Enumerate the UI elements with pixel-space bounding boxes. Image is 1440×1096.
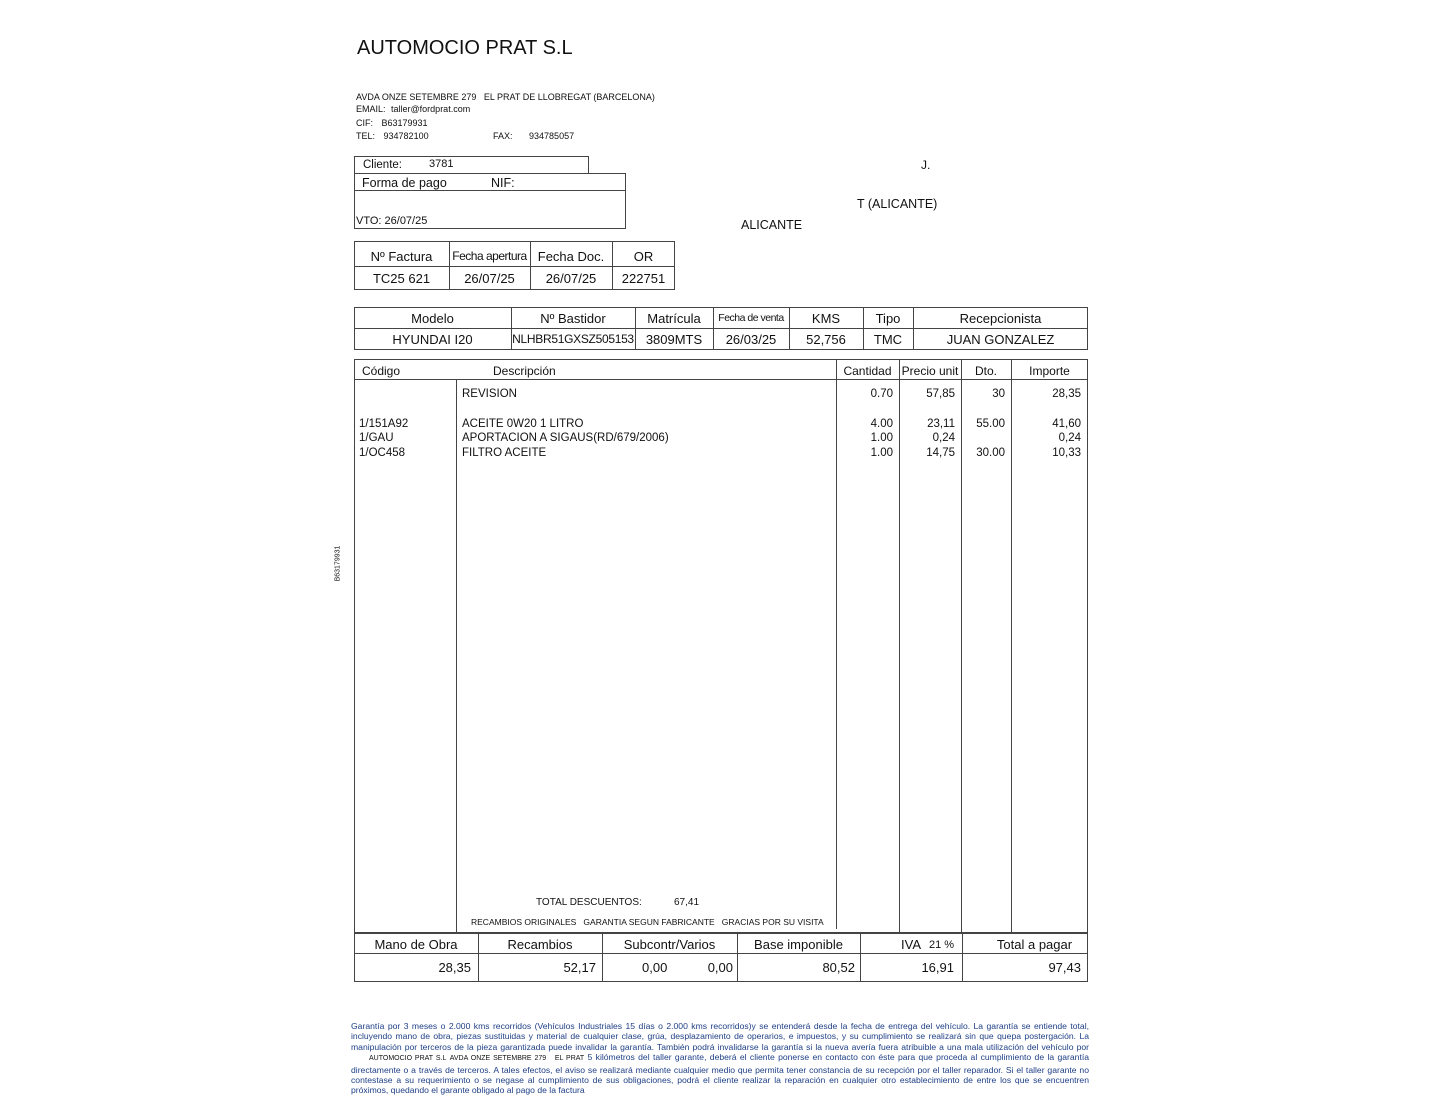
company-cif-line: [356, 118, 428, 128]
totals-base-label: Base imponible: [754, 937, 843, 952]
company-tel-line: [356, 131, 429, 141]
vehicle-header-kms: KMS: [811, 311, 841, 326]
lines-col-sep-2: [836, 359, 837, 929]
company-fax: 934785057: [529, 131, 575, 141]
lines-header-divider: [354, 379, 1088, 380]
lines-header-importe: Importe: [1029, 364, 1070, 378]
line-descripcion: ACEITE 0W20 1 LITRO: [462, 418, 584, 430]
line-cantidad: 1.00: [870, 432, 893, 444]
line-cantidad: 1.00: [870, 447, 893, 459]
forma-pago-label: Forma de pago: [362, 176, 447, 190]
cliente-label: Cliente:: [363, 159, 402, 171]
client-address-line3: ALICANTE: [741, 218, 803, 232]
line-importe: 0,24: [1058, 432, 1081, 444]
lines-col-sep-4: [961, 359, 962, 933]
invoice-fecha-doc: 26/07/25: [545, 271, 597, 286]
email-label: EMAIL:: [356, 104, 386, 114]
totals-total-label: Total a pagar: [996, 937, 1073, 952]
warranty-address: AVDA ONZE SETEMBRE 279 EL PRAT: [449, 1055, 585, 1063]
line-descripcion: APORTACION A SIGAUS(RD/679/2006): [462, 432, 669, 444]
total-descuentos-label: TOTAL DESCUENTOS:: [536, 897, 642, 908]
vehicle-header-modelo: Modelo: [411, 311, 454, 326]
company-name: AUTOMOCIO PRAT S.L: [357, 37, 573, 59]
invoice-header-numero: Nº Factura: [370, 249, 433, 264]
line-descripcion: REVISION: [462, 388, 517, 400]
side-cif: B63179931: [334, 545, 342, 582]
vehicle-header-matricula: Matrícula: [647, 311, 701, 326]
line-dto: 30: [992, 388, 1005, 400]
lines-col-sep-3: [899, 359, 900, 933]
lines-header-precio: Precio unit: [901, 364, 959, 378]
line-importe: 10,33: [1052, 447, 1081, 459]
invoice-header-fecha-apertura: Fecha apertura: [452, 249, 527, 263]
lines-col-sep-1: [456, 379, 457, 933]
vehicle-tipo: TMC: [873, 332, 903, 347]
warranty-part2: 5 kilómetros del taller garante, deberá el cliente ponerse en contacto con éste para que proceda al cumplimiento de la garantía directamente o a través de terceros. A tales efectos, el aviso se realizará mediante cualquier medio que permita tener constancia de su recepción por el taller reparador. Si el taller garante no contestase a su requerimiento o se negase al cumplimiento de sus obligaciones, podrá el cliente realizar la reparación en cualquier otro establecimiento de entre los que se encuentren próximos, quedando el garante obligado al pago de la factura: [351, 1052, 1089, 1096]
forma-pago-divider: [354, 190, 626, 191]
line-descripcion: FILTRO ACEITE: [462, 447, 547, 459]
tel-label: TEL:: [356, 131, 376, 141]
company-email: taller@fordprat.com: [391, 104, 471, 114]
lines-header-cantidad: Cantidad: [843, 364, 892, 378]
vto-date: VTO: 26/07/25: [356, 215, 428, 227]
invoice-divider: [354, 266, 675, 267]
vehicle-divider: [354, 328, 1088, 329]
totals-recambios-label: Recambios: [507, 937, 573, 952]
invoice-header-or: OR: [633, 249, 654, 264]
vehicle-header-recepcionista: Recepcionista: [959, 311, 1042, 326]
line-codigo: 1/GAU: [359, 432, 394, 444]
totals-col-sep-4: [860, 933, 861, 982]
line-dto: 55.00: [976, 418, 1005, 430]
lines-header-codigo: Código: [362, 364, 401, 378]
totals-total: 97,43: [1048, 960, 1081, 975]
totals-mano-obra-label: Mano de Obra: [374, 937, 458, 952]
vehicle-bastidor: NLHBR51GXSZ505153: [512, 332, 634, 346]
line-dto: 30.00: [976, 447, 1005, 459]
line-precio: 0,24: [932, 432, 955, 444]
totals-iva-rate: 21 %: [929, 939, 955, 951]
totals-subcontr-label: Subcontr/Varios: [623, 937, 716, 952]
nif-label: NIF:: [491, 176, 515, 190]
vehicle-fecha-venta: 26/03/25: [725, 332, 777, 347]
cliente-number: 3781: [429, 158, 454, 170]
totals-recambios: 52,17: [563, 960, 596, 975]
lines-col-sep-5: [1011, 359, 1012, 933]
totals-iva-label: IVA: [901, 937, 921, 952]
line-precio: 23,11: [927, 418, 955, 430]
totals-mano-obra: 28,35: [438, 960, 471, 975]
invoice-numero: TC25 621: [372, 271, 431, 286]
company-cif: B63179931: [381, 118, 428, 128]
warranty-text: [351, 1021, 1089, 1096]
lines-header-descripcion: Descripción: [493, 364, 556, 378]
totals-subcontr-1: 0,00: [642, 960, 668, 975]
vehicle-modelo: HYUNDAI I20: [392, 332, 473, 347]
line-cantidad: 0.70: [870, 388, 893, 400]
line-precio: 57,85: [926, 388, 955, 400]
vehicle-header-bastidor: Nº Bastidor: [540, 311, 606, 326]
lines-table: [354, 359, 1088, 933]
company-tel: 934782100: [383, 131, 429, 141]
line-importe: 41,60: [1052, 418, 1081, 430]
footer-note: RECAMBIOS ORIGINALES GARANTIA SEGUN FABRICANTE GRACIAS POR SU VISITA: [471, 917, 824, 927]
totals-divider: [354, 953, 1088, 954]
lines-header-dto: Dto.: [974, 364, 997, 378]
company-fax-line: [493, 131, 574, 141]
line-cantidad: 4.00: [870, 418, 893, 430]
vehicle-recepcionista: JUAN GONZALEZ: [946, 332, 1055, 347]
warranty-company: AUTOMOCIO PRAT S.L: [369, 1055, 447, 1063]
fax-label: FAX:: [493, 131, 513, 141]
vehicle-matricula: 3809MTS: [645, 332, 703, 347]
cif-label: CIF:: [356, 118, 373, 128]
total-descuentos-value: 67,41: [674, 897, 700, 908]
company-address: AVDA ONZE SETEMBRE 279 EL PRAT DE LLOBREGAT (BARCELONA): [356, 92, 655, 102]
vehicle-kms: 52,756: [806, 332, 846, 347]
line-codigo: 1/151A92: [359, 418, 409, 430]
vehicle-header-tipo: Tipo: [875, 311, 901, 326]
totals-base: 80,52: [822, 960, 855, 975]
invoice-fecha-apertura: 26/07/25: [464, 271, 515, 286]
line-precio: 14,75: [926, 447, 955, 459]
client-address-line2: T (ALICANTE): [857, 197, 938, 211]
client-address-line1: J.: [921, 158, 931, 172]
totals-iva: 16,91: [921, 960, 954, 975]
warranty-part1: Garantía por 3 meses o 2.000 kms recorridos (Vehículos Industriales 15 días o 2.000 kms recorridos)y se entenderá desde la fecha de entrega del vehículo. La garantía se entiende total, incluyendo mano de obra, piezas sustituidas y material de cualquier clase, grúa, desplazamiento de operarios, e impuestos, y su cumplimiento se realizará sin que quepa postergación. La manipulación por terceros de la pieza garantizada puede invalidar la garantía. También podrá invalidarse la garantía si la nueva avería fuera atribuible a una mala utilización del vehículo por: [351, 1021, 1089, 1052]
vehicle-header-fecha-venta: Fecha de venta: [718, 312, 784, 324]
invoice-header-fecha-doc: Fecha Doc.: [537, 249, 605, 264]
invoice-or: 222751: [621, 271, 666, 286]
line-importe: 28,35: [1052, 388, 1081, 400]
company-email-line: [356, 104, 470, 114]
totals-subcontr-2: 0,00: [707, 960, 733, 975]
line-codigo: 1/OC458: [359, 447, 406, 459]
